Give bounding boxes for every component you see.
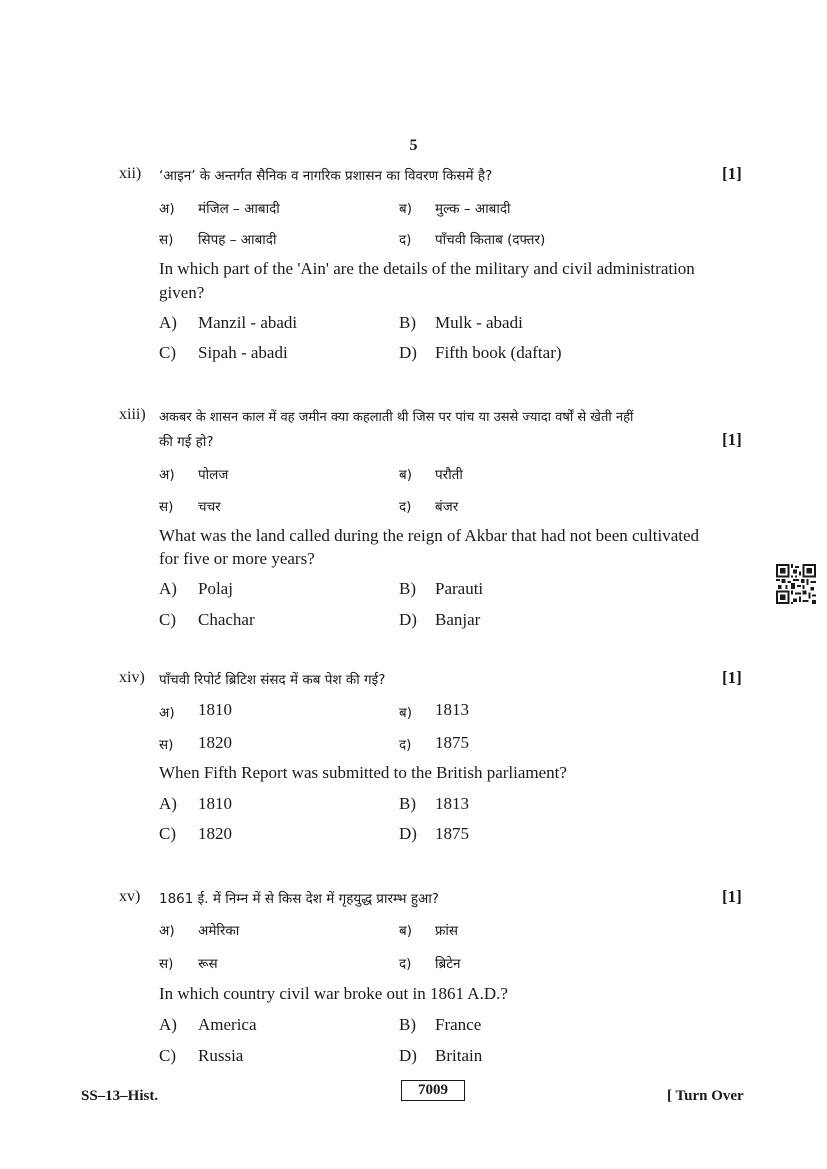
english-option-label: C) (159, 343, 176, 362)
english-option-text: Russia (198, 1046, 244, 1065)
hindi-option-text: बंजर (435, 499, 459, 515)
english-option-label: D) (399, 343, 417, 362)
hindi-option-text: 1810 (198, 700, 232, 719)
english-option-text: Sipah - abadi (198, 343, 288, 362)
english-option-label: B) (399, 579, 416, 598)
marks: [1] (722, 430, 742, 449)
hindi-option-text: मुल्क – आबादी (435, 201, 511, 217)
english-option-label: B) (399, 1015, 416, 1034)
english-option-text: France (435, 1015, 482, 1034)
english-question: What was the land called during the reign of Akbar that had not been cultivated (159, 526, 700, 545)
hindi-option-label: अ) (159, 705, 175, 721)
english-option-text: Mulk - abadi (435, 313, 523, 332)
english-option-text: America (198, 1015, 257, 1034)
hindi-option-label: अ) (159, 201, 175, 217)
english-option-label: A) (159, 1015, 177, 1034)
question-number: xii) (119, 165, 142, 182)
hindi-option-text: 1820 (198, 733, 232, 752)
hindi-option-text: फ्रांस (435, 923, 459, 939)
hindi-option-label: अ) (159, 467, 175, 483)
english-question: When Fifth Report was submitted to the British parliament? (159, 763, 567, 782)
english-option-text: 1810 (198, 794, 232, 813)
hindi-question: 1861 ई. में निम्न में से किस देश में गृहयुद्ध प्रारम्भ हुआ? (159, 891, 439, 907)
hindi-option-label: ब) (399, 923, 412, 939)
hindi-option-label: ब) (399, 705, 412, 721)
english-option-label: B) (399, 313, 416, 332)
english-question: In which part of the 'Ain' are the details of the military and civil administration (159, 259, 695, 278)
hindi-option-text: मंजिल – आबादी (198, 201, 280, 217)
hindi-question: ‘आइन’ के अन्तर्गत सैनिक व नागरिक प्रशासन का विवरण किसमें है? (159, 168, 493, 184)
english-option-text: 1820 (198, 824, 232, 843)
english-option-text: Fifth book (daftar) (435, 343, 562, 362)
hindi-option-text: सिपह – आबादी (198, 232, 277, 248)
english-option-label: B) (399, 794, 416, 813)
english-question-cont: for five or more years? (159, 549, 315, 568)
hindi-option-label: ब) (399, 201, 412, 217)
english-option-text: 1813 (435, 794, 469, 813)
english-option-text: Manzil - abadi (198, 313, 298, 332)
question-number: xv) (119, 888, 141, 905)
english-option-text: Parauti (435, 579, 484, 598)
hindi-option-text: पाँचवी किताब (दफ्तर) (435, 232, 546, 248)
english-question-cont: given? (159, 283, 205, 302)
turn-over-note: [ Turn Over (667, 1088, 744, 1104)
hindi-option-label: द) (399, 737, 412, 753)
hindi-option-text: 1875 (435, 733, 469, 752)
question-number: xiv) (119, 669, 145, 686)
english-option-text: Polaj (198, 579, 233, 598)
hindi-option-label: स) (159, 956, 174, 972)
english-option-text: Chachar (198, 610, 255, 629)
hindi-option-label: ब) (399, 467, 412, 483)
hindi-option-text: परौती (435, 467, 463, 483)
english-option-text: Britain (435, 1046, 483, 1065)
hindi-option-label: द) (399, 499, 412, 515)
hindi-question-cont: की गई हो? (159, 434, 214, 450)
hindi-option-text: ब्रिटेन (435, 956, 461, 972)
hindi-option-label: स) (159, 737, 174, 753)
qr-code-icon (776, 564, 816, 604)
hindi-question: पाँचवी रिपोर्ट ब्रिटिश संसद में कब पेश की गई? (159, 672, 386, 688)
english-option-label: D) (399, 824, 417, 843)
marks: [1] (722, 887, 742, 906)
english-option-label: C) (159, 1046, 176, 1065)
hindi-option-text: अमेरिका (198, 923, 240, 939)
english-option-label: A) (159, 579, 177, 598)
hindi-question: अकबर के शासन काल में वह जमीन क्या कहलाती थी जिस पर पांच या उससे ज्यादा वर्षों से खेती नहीं (159, 410, 634, 425)
marks: [1] (722, 668, 742, 687)
hindi-option-text: 1813 (435, 700, 469, 719)
english-option-label: A) (159, 313, 177, 332)
hindi-option-text: चचर (198, 499, 221, 515)
english-option-label: D) (399, 610, 417, 629)
english-option-label: C) (159, 610, 176, 629)
english-option-label: C) (159, 824, 176, 843)
hindi-option-text: रूस (198, 956, 218, 972)
hindi-option-label: अ) (159, 923, 175, 939)
english-option-label: A) (159, 794, 177, 813)
english-option-text: 1875 (435, 824, 469, 843)
hindi-option-label: स) (159, 499, 174, 515)
english-option-text: Banjar (435, 610, 481, 629)
hindi-option-label: द) (399, 232, 412, 248)
hindi-option-text: पोलज (198, 467, 229, 483)
marks: [1] (722, 164, 742, 183)
hindi-option-label: स) (159, 232, 174, 248)
paper-code-box: 7009 (401, 1080, 465, 1101)
hindi-option-label: द) (399, 956, 412, 972)
english-question: In which country civil war broke out in 1861 A.D.? (159, 984, 508, 1003)
english-option-label: D) (399, 1046, 417, 1065)
question-number: xiii) (119, 406, 146, 423)
page-number: 5 (409, 137, 418, 154)
subject-code: SS–13–Hist. (81, 1088, 159, 1104)
